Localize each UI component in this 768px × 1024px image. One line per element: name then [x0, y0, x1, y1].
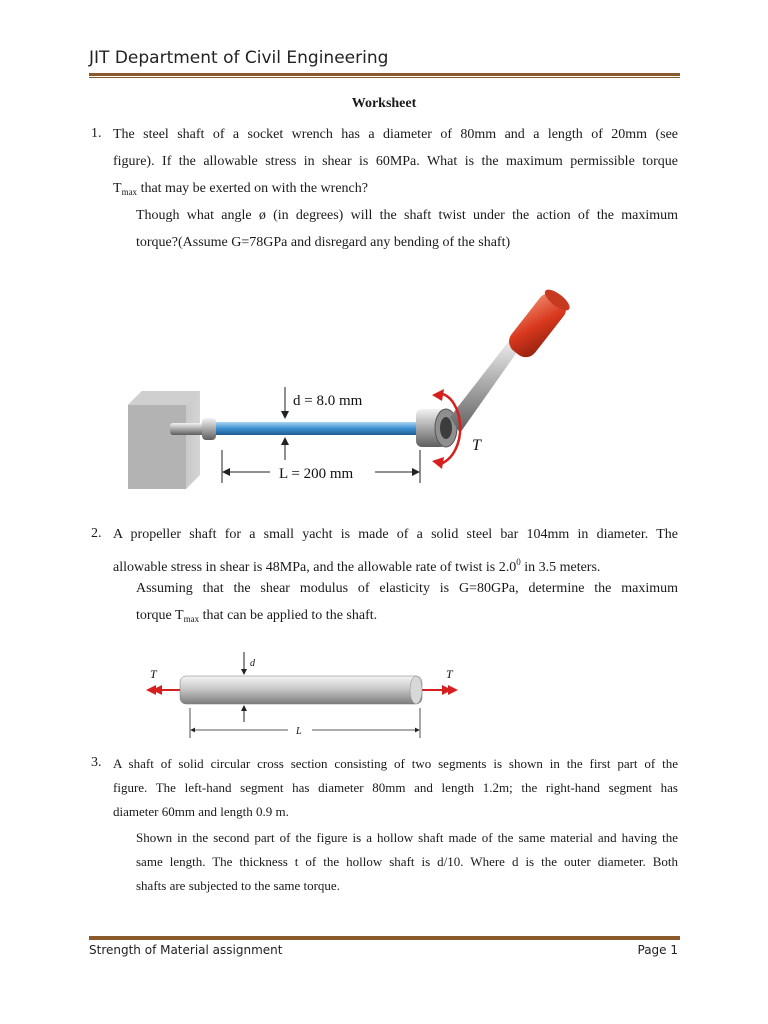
q3-line-1: A shaft of solid circular cross section consisting of two segments is shown in the first part of the: [113, 756, 678, 771]
header-rule: [89, 73, 680, 78]
footer-course: Strength of Material assignment: [89, 943, 283, 957]
q2-line-2: allowable stress in shear is 48MPa, and the allowable rate of twist is $2.0^0$ in 3.5 meters.: [113, 557, 601, 575]
q2-line-3: Assuming that the shear modulus of elasticity is G=80GPa, determine the maximum: [136, 581, 678, 596]
length-label: L = 200 mm: [279, 466, 354, 482]
q3-line-6: shafts are subjected to the same torque.: [136, 878, 340, 893]
q1-line-4: Though what angle ø (in degrees) will the shaft twist under the action of the maximum: [136, 208, 678, 223]
socket-wrench-figure: [120, 285, 580, 500]
shaft: [216, 422, 416, 435]
torque-right-label: T: [446, 667, 453, 681]
q2-line-1: A propeller shaft for a small yacht is made of a solid steel bar 104mm in diameter. The: [113, 527, 678, 542]
q3-line-4: Shown in the second part of the figure is a hollow shaft made of the same material and having the: [136, 830, 678, 845]
q2-number: 2.: [91, 526, 102, 541]
q1-line-3: $T_{max}$ that may be exerted on with the wrench?: [113, 181, 368, 197]
q1-line-5: torque?(Assume G=78GPa and disregard any bending of the shaft): [136, 235, 511, 250]
q3-line-5: same length. The thickness t of the hollow shaft is d/10. Where d is the outer diameter. Both: [136, 854, 678, 869]
torque-label: T: [472, 437, 481, 454]
q3-line-2: figure. The left-hand segment has diameter 80mm and length 1.2m; the right-hand segment has: [113, 780, 678, 795]
q3-line-3: diameter 60mm and length 0.9 m.: [113, 804, 289, 819]
q1-line-2: figure). If the allowable stress in shear is 60MPa. What is the maximum permissible torque: [113, 154, 678, 169]
wrench-handle-grip: [504, 286, 573, 362]
propeller-shaft-figure: [140, 650, 470, 740]
worksheet-title: Worksheet: [351, 96, 417, 111]
q1-number: 1.: [91, 126, 102, 141]
solid-shaft: [180, 676, 422, 704]
diameter-label-2: d: [250, 658, 255, 669]
q1-line-1: The steel shaft of a socket wrench has a diameter of 80mm and a length of 20mm (see: [113, 127, 678, 142]
torque-left-label: T: [150, 667, 157, 681]
q3-number: 3.: [91, 755, 102, 770]
footer-rule: [89, 935, 680, 940]
footer-page-number: Page 1: [637, 943, 678, 957]
wall-support: [128, 391, 200, 489]
length-label-2: L: [296, 726, 302, 737]
q2-line-4: torque $T_{max}$ that can be applied to the shaft.: [136, 608, 378, 624]
page-header-title: JIT Department of Civil Engineering: [89, 48, 389, 68]
diameter-label: d = 8.0 mm: [293, 393, 363, 409]
